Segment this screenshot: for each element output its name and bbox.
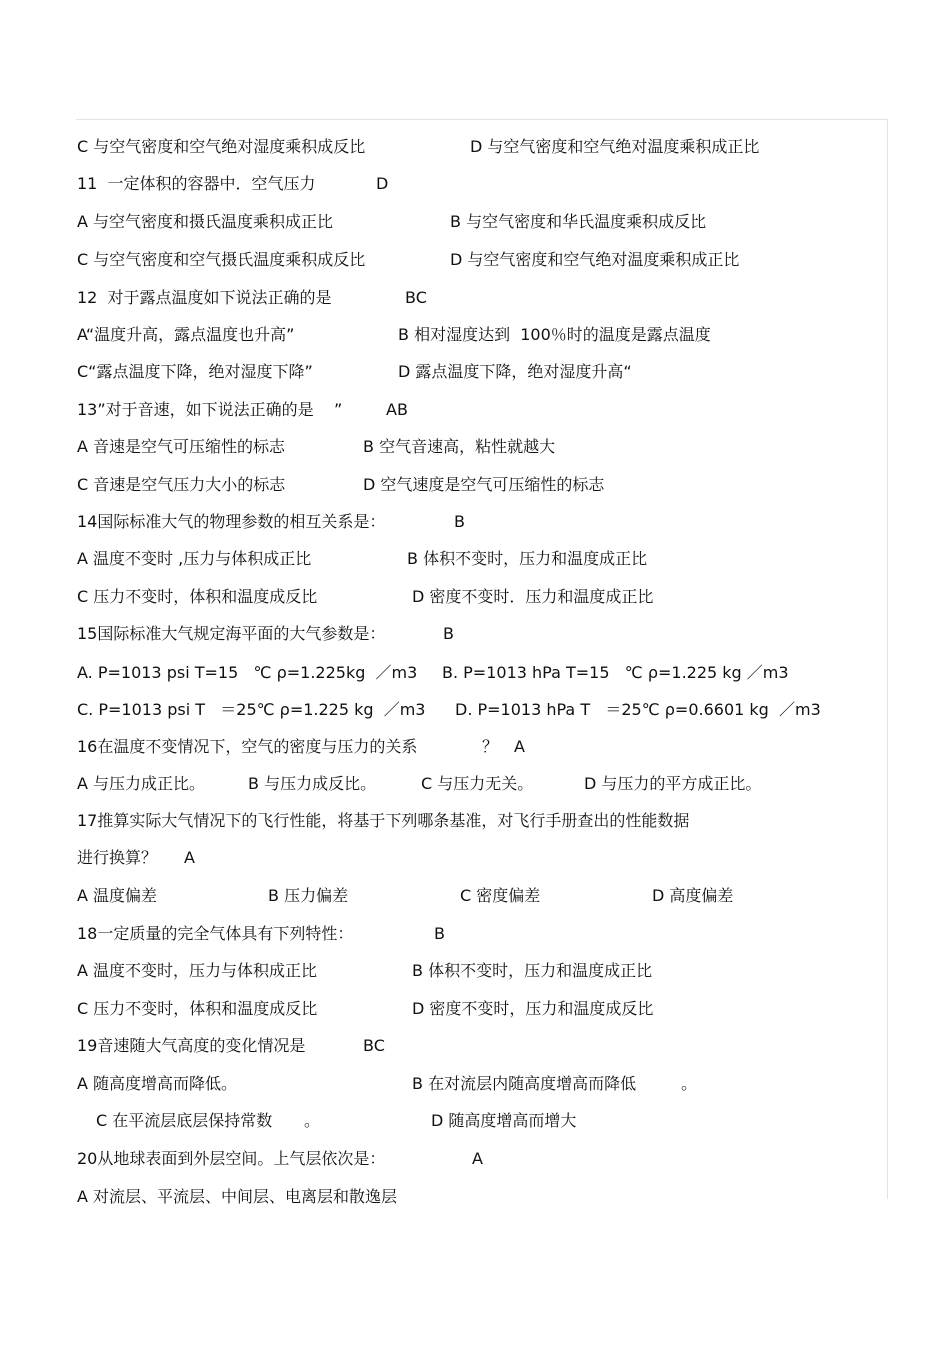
text-segment: AB: [386, 400, 408, 419]
text-segment: 19音速随大气高度的变化情况是: [77, 1036, 306, 1055]
text-segment: B: [434, 924, 445, 943]
text-segment: D 露点温度下降，绝对湿度升高“: [398, 362, 632, 381]
text-segment: C 与空气密度和空气摄氏温度乘积成反比: [77, 250, 366, 269]
text-segment: A“温度升高，露点温度也升高”: [77, 325, 295, 344]
text-segment: A 随高度增高而降低。: [77, 1074, 238, 1093]
text-segment: A 对流层、平流层、中间层、电离层和散逸层: [77, 1187, 398, 1206]
text-segment: C 与空气密度和空气绝对湿度乘积成反比: [77, 137, 366, 156]
text-segment: A: [514, 737, 525, 756]
text-segment: D. P=1013 hPa T ＝25℃ ρ=0.6601 kg ／m3: [455, 700, 821, 719]
text-segment: 12 对于露点温度如下说法正确的是: [77, 288, 332, 307]
text-segment: A 音速是空气可压缩性的标志: [77, 437, 286, 456]
text-segment: D 高度偏差: [652, 886, 734, 905]
text-segment: D 与压力的平方成正比。: [584, 774, 762, 793]
text-segment: B 空气音速高，粘性就越大: [363, 437, 556, 456]
text-segment: 17推算实际大气情况下的飞行性能，将基于下列哪条基准，对飞行手册查出的性能数据: [77, 811, 690, 830]
text-segment: 16在温度不变情况下，空气的密度与压力的关系: [77, 737, 418, 756]
text-segment: C 压力不变时，体积和温度成反比: [77, 999, 318, 1018]
text-segment: 。: [681, 1074, 698, 1093]
text-segment: C 密度偏差: [460, 886, 541, 905]
text-segment: A 与压力成正比。: [77, 774, 206, 793]
text-segment: 14国际标准大气的物理参数的相互关系是：: [77, 512, 386, 531]
text-segment: A 温度不变时，压力与体积成正比: [77, 961, 318, 980]
text-segment: C“露点温度下降，绝对湿度下降”: [77, 362, 313, 381]
text-segment: A. P=1013 psi T=15 ℃ ρ=1.225kg ／m3: [77, 663, 418, 682]
text-segment: A 温度不变时 ,压力与体积成正比: [77, 549, 312, 568]
text-segment: B: [454, 512, 465, 531]
text-segment: B: [443, 624, 454, 643]
text-segment: B 体积不变时，压力和温度成正比: [412, 961, 653, 980]
text-segment: B 与空气密度和华氏温度乘积成反比: [450, 212, 707, 231]
text-segment: A 温度偏差: [77, 886, 158, 905]
text-segment: C 压力不变时，体积和温度成反比: [77, 587, 318, 606]
text-segment: D 空气速度是空气可压缩性的标志: [363, 475, 605, 494]
text-segment: B 压力偏差: [268, 886, 349, 905]
text-segment: D 与空气密度和空气绝对温度乘积成正比: [470, 137, 760, 156]
text-segment: BC: [405, 288, 427, 307]
text-segment: B 体积不变时，压力和温度成正比: [407, 549, 648, 568]
text-segment: B 在对流层内随高度增高而降低: [412, 1074, 637, 1093]
text-segment: D 密度不变时．压力和温度成正比: [412, 587, 654, 606]
text-segment: A 与空气密度和摄氏温度乘积成正比: [77, 212, 334, 231]
text-segment: D 密度不变时，压力和温度成反比: [412, 999, 654, 1018]
text-segment: B. P=1013 hPa T=15 ℃ ρ=1.225 kg ／m3: [442, 663, 789, 682]
text-segment: 。: [304, 1111, 321, 1130]
text-segment: D: [376, 174, 389, 193]
text-segment: ？: [482, 737, 499, 756]
text-segment: C 音速是空气压力大小的标志: [77, 475, 286, 494]
text-segment: B 与压力成反比。: [248, 774, 377, 793]
text-segment: 13”对于音速，如下说法正确的是 ”: [77, 400, 343, 419]
text-segment: C 在平流层底层保持常数: [96, 1111, 273, 1130]
text-segment: D 随高度增高而增大: [431, 1111, 577, 1130]
text-segment: 进行换算？: [77, 848, 158, 867]
text-segment: D 与空气密度和空气绝对温度乘积成正比: [450, 250, 740, 269]
text-segment: BC: [363, 1036, 385, 1055]
text-segment: 15国际标准大气规定海平面的大气参数是：: [77, 624, 386, 643]
text-segment: A: [184, 848, 195, 867]
text-segment: C 与压力无关。: [421, 774, 534, 793]
text-segment: 11 一定体积的容器中．空气压力: [77, 174, 316, 193]
text-segment: 18一定质量的完全气体具有下列特性：: [77, 924, 354, 943]
text-segment: 20从地球表面到外层空间。上气层依次是：: [77, 1149, 386, 1168]
text-segment: B 相对湿度达到 100％时的温度是露点温度: [398, 325, 711, 344]
text-segment: C. P=1013 psi T ＝25℃ ρ=1.225 kg ／m3: [77, 700, 426, 719]
text-segment: A: [472, 1149, 483, 1168]
